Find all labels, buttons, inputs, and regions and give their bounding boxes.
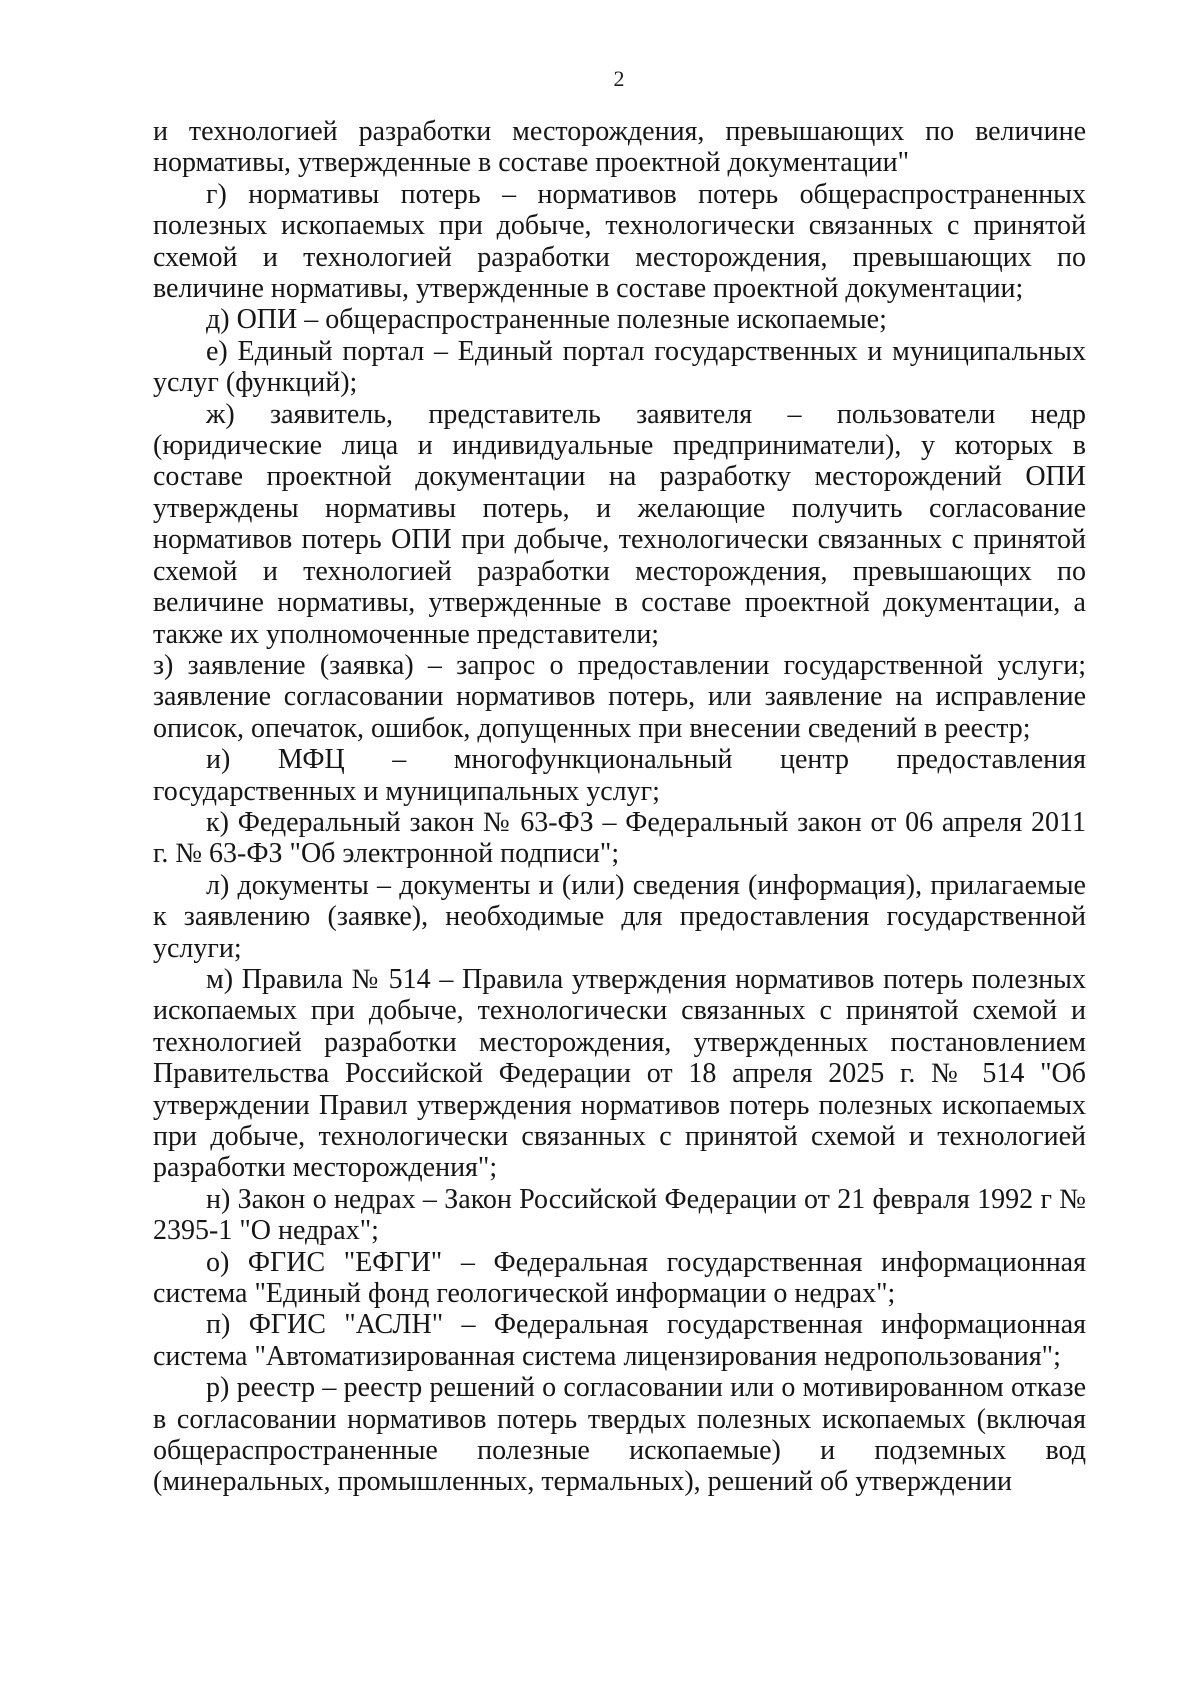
paragraph: е) Единый портал – Единый портал государственных и муниципальных услуг (функций);: [153, 335, 1086, 399]
paragraph: п) ФГИС "АСЛН" – Федеральная государственная информационная система "Автоматизированная система лицензирования недропользования";: [153, 1309, 1086, 1372]
paragraph: ж) заявитель, представитель заявителя – пользователи недр (юридические лица и индивидуальные предприниматели), у которых в составе проектной документации на разработку месторождений ОПИ утверждены нормативы потерь, и желающие получить согласование нормативов потерь ОПИ при добыче, технологически связанных с принятой схемой и технологией разработки месторождения, превышающих по величине нормативы, утвержденные в составе проектной документации, а также их уполномоченные представители;: [153, 398, 1086, 650]
paragraph: з) заявление (заявка) – запрос о предоставлении государственной услуги; заявление согласовании нормативов потерь, или заявление на исправление описок, опечаток, ошибок, допущенных при внесении сведений в реестр;: [153, 649, 1086, 744]
paragraph: г) нормативы потерь – нормативов потерь общераспространенных полезных ископаемых при добыче, технологически связанных с принятой схемой и технологией разработки месторождения, превышающих по величине нормативы, утвержденные в составе проектной документации;: [153, 178, 1086, 305]
page-number: 2: [613, 66, 625, 91]
paragraph: л) документы – документы и (или) сведения (информация), прилагаемые к заявлению (заявке), необходимые для предоставления государственной услуги;: [153, 869, 1086, 964]
paragraph: и технологией разработки месторождения, превышающих по величине нормативы, утвержденные в составе проектной документации": [153, 116, 1086, 179]
paragraph: о) ФГИС "ЕФГИ" – Федеральная государственная информационная система "Единый фонд геологической информации о недрах";: [153, 1246, 1086, 1310]
paragraph: и) МФЦ – многофункциональный центр предоставления государственных и муниципальных услуг;: [153, 744, 1086, 807]
document-body: [153, 116, 1086, 1498]
paragraph: м) Правила № 514 – Правила утверждения нормативов потерь полезных ископаемых при добыче, технологически связанных с принятой схемой и технологией разработки месторождения, утвержденных постановлением Правительства Российской Федерации от 18 апреля 2025 г. № 514 "Об утверждении Правил утверждения нормативов потерь полезных ископаемых при добыче, технологически связанных с принятой схемой и технологией разработки месторождения";: [153, 963, 1086, 1184]
paragraph: р) реестр – реестр решений о согласовании или о мотивированном отказе в согласовании нормативов потерь твердых полезных ископаемых (включая общераспространенные полезные ископаемые) и подземных вод (минеральных, промышленных, термальных), решений об утверждении: [153, 1372, 1086, 1498]
paragraph: д) ОПИ – общераспространенные полезные ископаемые;: [206, 304, 887, 336]
paragraph: н) Закон о недрах – Закон Российской Федерации от 21 февраля 1992 г № 2395-1 "О недрах";: [153, 1183, 1086, 1247]
paragraph: к) Федеральный закон № 63-ФЗ – Федеральный закон от 06 апреля 2011 г. № 63-ФЗ "Об электронной подписи";: [153, 806, 1086, 870]
